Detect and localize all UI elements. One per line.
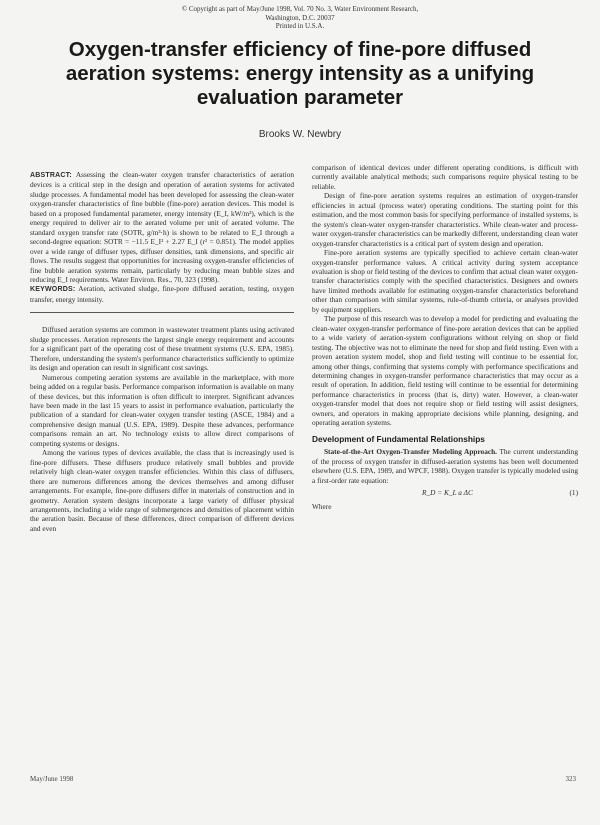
abstract-label: ABSTRACT: [30, 172, 72, 179]
subsection-label: State-of-the-Art Oxygen-Transfer Modeling Approach. [324, 447, 497, 457]
abstract-divider [30, 312, 294, 313]
footer-date: May/June 1998 [30, 775, 74, 783]
where-label: Where [312, 501, 332, 511]
keywords-text: Aeration, activated sludge, fine-pore diffused aeration, testing, oxygen transfer, energy intensity. [30, 284, 295, 304]
header-line-1: © Copyright as part of May/June 1998, Vol. 70 No. 3, Water Environment Research, [181, 5, 419, 13]
paper-title: Oxygen-transfer efficiency of fine-pore diffused aeration systems: energy intensity as a unifying evaluation parameter [65, 38, 535, 109]
right-paragraph-2: Design of fine-pore aeration systems requires an estimation of oxygen-transfer efficiencies in actual (process water) operating conditions. The starting point for this estimation, and the most common basis for specifying performance of installed systems, is the system's clean-water oxygen-transfer characteristics. While clean-water and process-water oxygen-transfer characteristics can be markedly different, understanding clean water oxygen-transfer characteristics is a critical part of system design and operation. [312, 191, 578, 248]
left-paragraph-3: Among the various types of devices available, the class that is increasingly used is fine-pore diffusers. These diffusers produce relatively small bubbles and provide relatively high clean-water oxygen transfer efficiencies. Within this class of diffusers, there are numerous differences among the devices themselves and among diffuser arrangements. For example, fine-pore diffusers differ in materials of construction and in geometry. Aeration system designs incorporate a large variety of diffuser physical arrangements, including a wide range of submergences and densities of placement within the aeration basin. Because of these differences, direct comparison of different devices and even [30, 448, 294, 533]
keywords-label: KEYWORDS: [30, 286, 76, 294]
section-heading: Development of Fundamental Relationships [312, 433, 485, 444]
right-paragraph-3: Fine-pore aeration systems are typically specified to achieve certain clean-water oxygen-transfer performance values. A critical activity during system acceptance evaluation is shop or field testing of the devices to confirm that actual clean water oxygen-transfer characteristics comply with the specified characteristics. Designers and owners have limited methods available for estimating oxygen-transfer characteristics beforehand other than comparison with similar systems, rule-of-thumb criteria, or analyses provided by equipment suppliers. [312, 248, 578, 314]
equation-number: (1) [569, 487, 578, 497]
equation-expression: R_D = K_L a ΔC [422, 487, 473, 497]
keywords [30, 284, 294, 304]
right-paragraph-1: comparison of identical devices under different operating conditions, is difficult with currently available analytical methods; such comparisons require physical testing to be reliable. [312, 163, 578, 191]
subsection-text: The current understanding of the process of oxygen transfer in diffused-aeration systems has been well documented elsewhere (U.S. EPA, 1989, and WPCF, 1988). Oxygen transfer is typically modeled using a first-order rate equation: [312, 447, 578, 485]
right-column [312, 163, 578, 511]
header-line-3: Printed in U.S.A. [275, 22, 325, 30]
left-column [30, 170, 294, 533]
abstract-text: Assessing the clean-water oxygen transfer characteristics of aeration devices is a critical step in the design and operation of aeration systems for activated sludge processes. A fundamental model has been developed for assessing the clean-water oxygen-transfer characteristics of fine bubble (fine-pore) aeration devices. This model is based on a proposed fundamental parameter, energy intensity (E_I, kW/m³), which is the energy required to deliver air to the aerated volume per unit of aerated volume. The standard oxygen transfer rate (SOTR, g/m³·h) is shown to be related to E_I through a second-degree equation: SOTR = −11.5 E_I² + 2.27 E_I (r² = 0.851). The model applies over a wide range of diffuser types, diffuser densities, tank dimensions, and specific air flows. The results suggest that opportunities for increasing oxygen-transfer efficiencies of fine bubble aeration systems remain, particularly by reducing mean bubble sizes and reducing E_I requirements. Water Environ. Res., 70, 323 (1998). [30, 170, 294, 284]
left-paragraph-2: Numerous competing aeration systems are available in the marketplace, with more being added on a regular basis. Performance comparison information is available on many of these devices, but this information is often difficult to interpret. Significant advances have been made in the last 15 years to assist in performance evaluation, particularly the publication of a standard for clean-water oxygen transfer testing (ASCE, 1984) and a comprehensive design manual (U.S. EPA, 1989). Despite these advances, performance comparisons remain an art. No technology exists to allow direct comparisons of competing systems or designs. [30, 372, 294, 448]
page-number: 323 [565, 775, 576, 783]
abstract [30, 170, 294, 284]
header-line-2: Washington, D.C. 20037 [265, 13, 335, 22]
left-paragraph-1: Diffused aeration systems are common in wastewater treatment plants using activated sludge processes. Aeration represents the largest single energy requirement and accounts for a significant part of the operating cost of these treatment systems (U.S. EPA, 1985). Therefore, understanding the system's performance characteristics sufficiently to optimize its design and operation can result in significant cost savings. [30, 325, 294, 373]
copyright-header [0, 5, 600, 31]
right-paragraph-4: The purpose of this research was to develop a model for predicting and evaluating the clean-water oxygen-transfer performance of fine-pore aeration devices that can be applied to a wide variety of aeration-system configurations without relying on shop or field testing. The objective was not to eliminate the need for shop and field testing. Even with a proven aeration system model, shop and field testing will continue to be essential for, among other things, confirming that systems comply with performance specifications and determining changes in oxygen-transfer performance characteristics that may occur as a result of operation. In addition, field testing will continue to be essential for determining performance characteristics in process (that is, dirty) water. However, a clean-water oxygen-transfer model that does not require shop or field testing will assist designers, owners, and operators in making appropriate decisions while planning, designing, and operating aeration systems. [312, 314, 578, 428]
equation-1 [312, 488, 578, 500]
subsection-paragraph [312, 447, 578, 485]
author-name: Brooks W. Newbry [258, 129, 342, 140]
